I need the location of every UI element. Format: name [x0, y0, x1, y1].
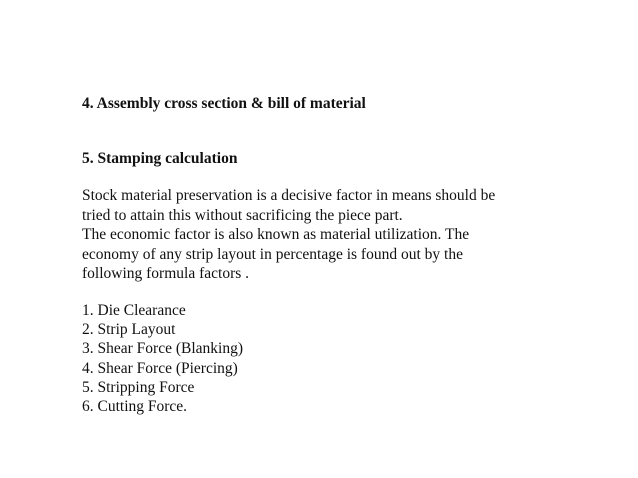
stamping-description-paragraph	[82, 186, 622, 284]
formula-factors-list	[82, 301, 243, 416]
list-item-shear-force-blanking: 3. Shear Force (Blanking)	[82, 340, 243, 358]
section-4-heading: 4. Assembly cross section & bill of material	[82, 95, 366, 112]
list-item-die-clearance: 1. Die Clearance	[82, 302, 186, 319]
section-5-heading: 5. Stamping calculation	[82, 150, 238, 167]
paragraph-line: The economic factor is also known as material utilization. The	[82, 226, 470, 244]
paragraph-line: economy of any strip layout in percentage is found out by the	[82, 245, 463, 263]
paragraph-line: tried to attain this without sacrificing the piece part.	[82, 206, 403, 224]
paragraph-line: following formula factors .	[82, 265, 250, 283]
list-item-stripping-force: 5. Stripping Force	[82, 378, 195, 396]
list-item-strip-layout: 2. Strip Layout	[82, 321, 176, 339]
list-item-shear-force-piercing: 4. Shear Force (Piercing)	[82, 359, 238, 377]
list-item-cutting-force: 6. Cutting Force.	[82, 398, 188, 416]
paragraph-line: Stock material preservation is a decisive factor in means should be	[82, 187, 496, 204]
